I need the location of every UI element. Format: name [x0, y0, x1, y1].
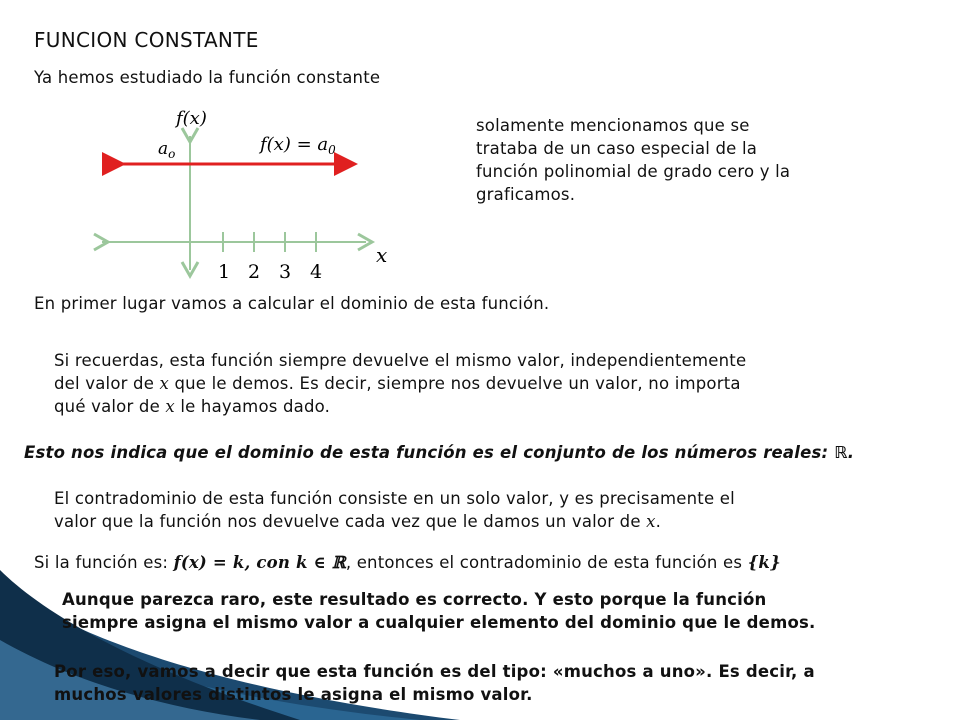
tick-label-4: 4 [310, 261, 323, 283]
paragraph-domain-explanation: Si recuerdas, esta función siempre devuelve el mismo valor, independientemente del valor de x que le demos. Es decir, siempre nos devuelve un valor, no importa qué valor de x le hayamos dado. [54, 351, 747, 416]
a0-label: $a_o$ [158, 139, 176, 161]
codomain-statement: Si la función es: f(x) = k, con k ∈ ℝ, entonces el contradominio de esta función es {k} [34, 553, 781, 572]
domain-conclusion: Esto nos indica que el dominio de esta función es el conjunto de los números reales: ℝ. [24, 443, 855, 462]
tick-label-2: 2 [248, 261, 261, 283]
equation-label: $f(x) = a_0$ [260, 134, 336, 157]
tick-label-3: 3 [279, 261, 292, 283]
domain-intro: En primer lugar vamos a calcular el dominio de esta función. [34, 294, 550, 313]
paragraph-codomain: El contradominio de esta función consiste en un solo valor, y es precisamente el valor que la función nos devuelve cada vez que le damos un valor de x. [54, 489, 735, 531]
paragraph-strange-result: Aunque parezca raro, este resultado es correcto. Y esto porque la función siempre asigna el mismo valor a cualquier elemento del dominio que le demos. [62, 590, 816, 632]
x-axis-label: x [376, 243, 388, 267]
constant-function-graph [90, 96, 420, 286]
page-title: FUNCION CONSTANTE [34, 28, 259, 52]
side-note: solamente mencionamos que se trataba de un caso especial de la función polinomial de grado cero y la graficamos. [476, 116, 791, 204]
y-axis-label: f(x) [176, 108, 207, 129]
tick-label-1: 1 [218, 261, 231, 283]
intro-text: Ya hemos estudiado la función constante [34, 68, 381, 87]
paragraph-many-to-one: Por eso, vamos a decir que esta función es del tipo: «muchos a uno». Es decir, a muchos valores distintos le asigna el mismo valor. [54, 662, 815, 704]
